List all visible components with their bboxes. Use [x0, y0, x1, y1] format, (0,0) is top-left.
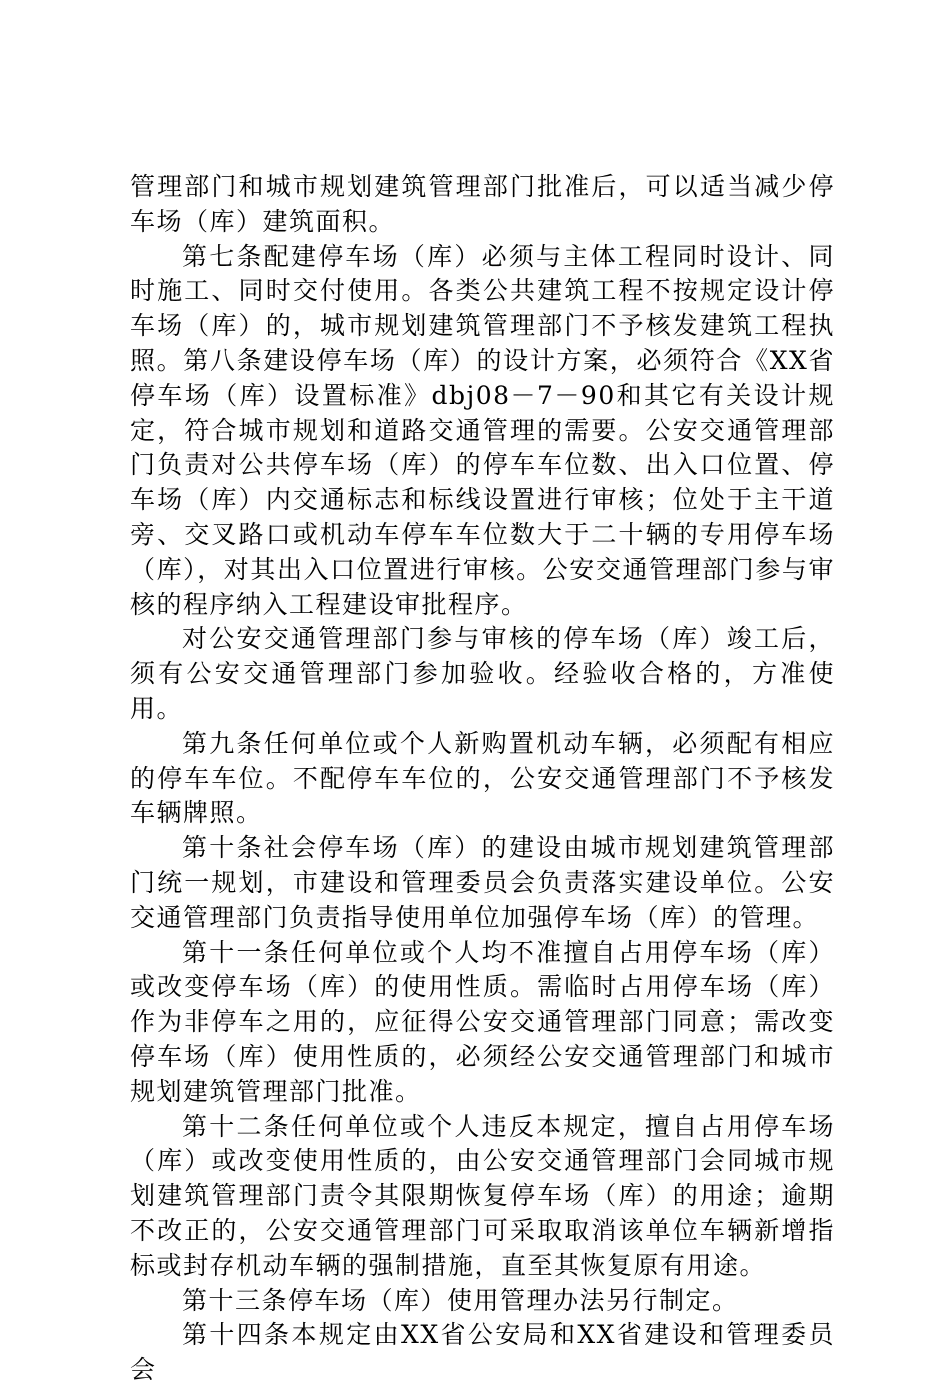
- paragraph-article-7-8: 第七条配建停车场（库）必须与主体工程同时设计、同时施工、同时交付使用。各类公共建筑工程不按规定设计停车场（库）的，城市规划建筑管理部门不予核发建筑工程执照。第八条建设停车场（库）的设计方案，必须符合《XX省停车场（库）设置标准》dbj08－7－90和其它有关设计规定，符合城市规划和道路交通管理的需要。公安交通管理部门负责对公共停车场（库）的停车车位数、出入口位置、停车场（库）内交通标志和标线设置进行审核；位处于主干道旁、交叉路口或机动车停车车位数大于二十辆的专用停车场（库），对其出入口位置进行审核。公安交通管理部门参与审核的程序纳入工程建设审批程序。: [130, 241, 835, 619]
- paragraph-article-13: 第十三条停车场（库）使用管理办法另行制定。: [182, 1285, 739, 1315]
- paragraph-article-11: 第十一条任何单位或个人均不准擅自占用停车场（库）或改变停车场（库）的使用性质。需临时占用停车场（库）作为非停车之用的，应征得公安交通管理部门同意；需改变停车场（库）使用性质的，必须经公安交通管理部门和城市规划建筑管理部门批准。: [130, 937, 835, 1106]
- paragraph-article-9: 第九条任何单位或个人新购置机动车辆，必须配有相应的停车车位。不配停车车位的，公安交通管理部门不予核发车辆牌照。: [130, 728, 835, 828]
- document-body: [130, 170, 835, 1388]
- paragraph-continuation: 管理部门和城市规划建筑管理部门批准后，可以适当减少停车场（库）建筑面积。: [130, 172, 835, 236]
- paragraph-article-12: 第十二条任何单位或个人违反本规定，擅自占用停车场（库）或改变使用性质的，由公安交通管理部门会同城市规划建筑管理部门责令其限期恢复停车场（库）的用途；逾期不改正的，公安交通管理部门可采取取消该单位车辆新增指标或封存机动车辆的强制措施，直至其恢复原有用途。: [130, 1111, 835, 1280]
- paragraph-article-14: 第十四条本规定由XX省公安局和XX省建设和管理委员会: [130, 1320, 835, 1385]
- paragraph-acceptance: 对公安交通管理部门参与审核的停车场（库）竣工后，须有公安交通管理部门参加验收。经验收合格的，方准使用。: [130, 624, 835, 723]
- paragraph-article-10: 第十条社会停车场（库）的建设由城市规划建筑管理部门统一规划，市建设和管理委员会负责落实建设单位。公安交通管理部门负责指导使用单位加强停车场（库）的管理。: [130, 833, 835, 932]
